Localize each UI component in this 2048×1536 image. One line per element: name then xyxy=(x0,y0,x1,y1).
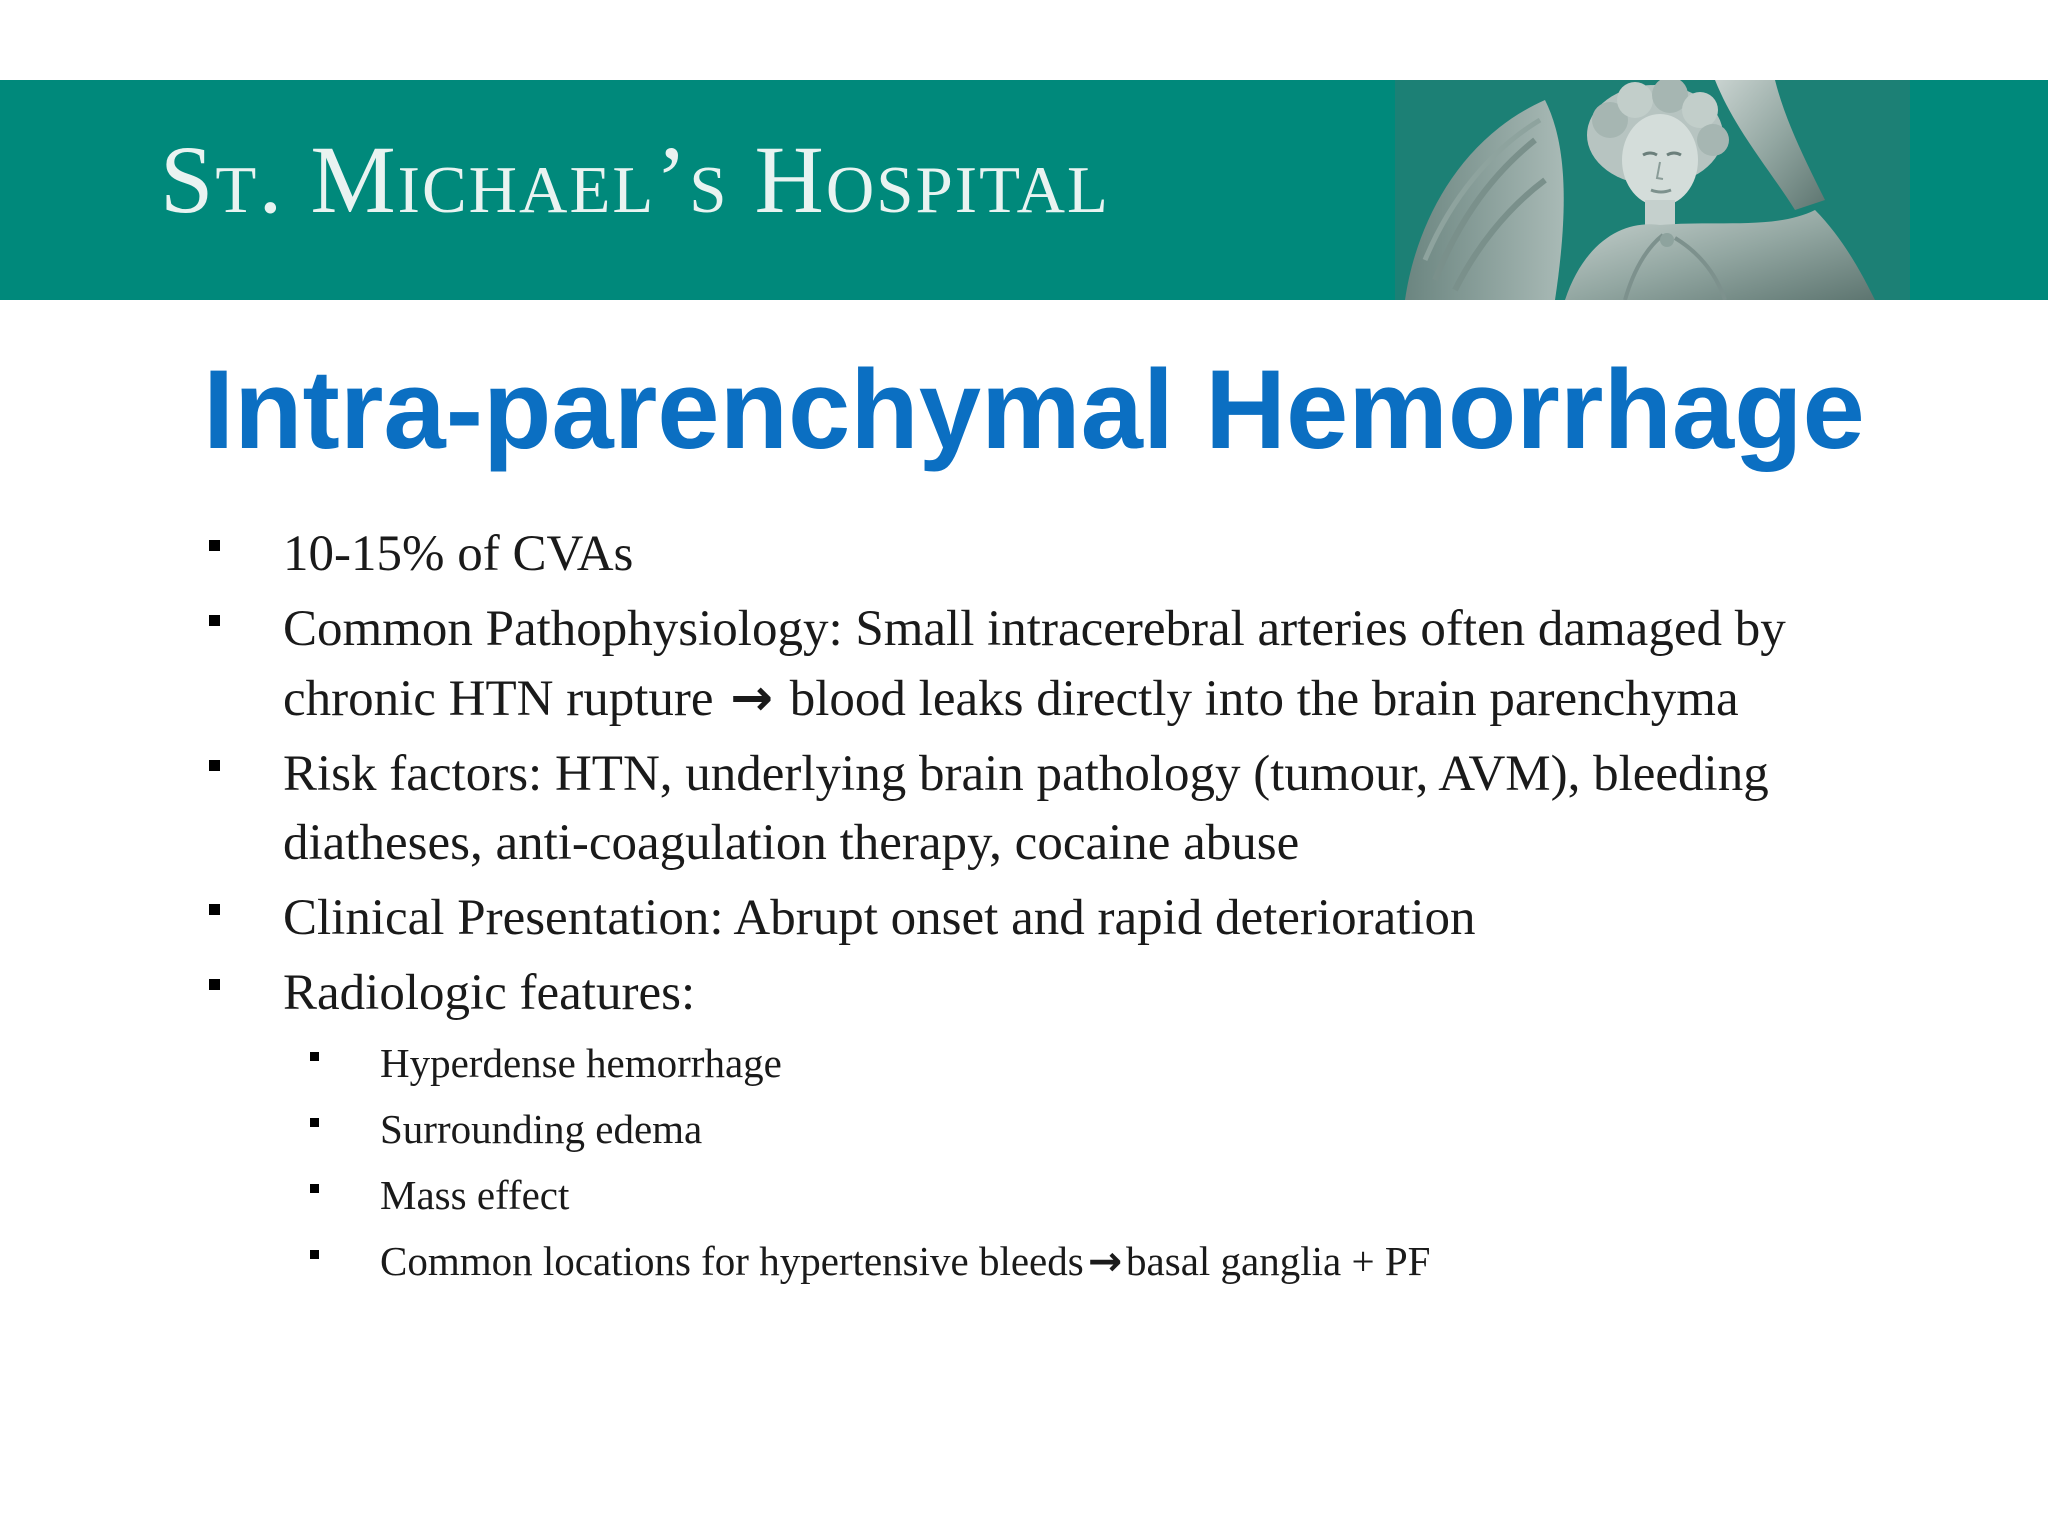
angel-statue-icon xyxy=(1395,80,1910,300)
square-bullet-icon xyxy=(209,760,220,771)
list-item xyxy=(205,595,1905,734)
sub-bullet-text-part: Common locations for hypertensive bleeds xyxy=(380,1238,1084,1284)
bullet-text: blood leaks directly into the brain parenchyma xyxy=(789,671,1739,727)
square-bullet-icon xyxy=(310,1250,319,1259)
header-banner xyxy=(0,80,2048,300)
sub-bullet-text xyxy=(297,1234,1430,1289)
right-arrow-icon: → xyxy=(730,669,773,728)
bullet-text: Clinical Presentation: Abrupt onset and rapid deterioration xyxy=(283,890,1476,946)
square-bullet-icon xyxy=(209,904,220,915)
sub-bullet-text: Mass effect xyxy=(380,1172,570,1218)
square-bullet-icon xyxy=(209,979,220,990)
sub-bullet-text: Surrounding edema xyxy=(380,1106,703,1152)
sub-bullet-list xyxy=(283,1036,1905,1289)
list-item xyxy=(205,520,1905,589)
sub-list-item xyxy=(205,1102,1905,1157)
sub-list-item xyxy=(205,1168,1905,1223)
list-item xyxy=(205,884,1905,953)
square-bullet-icon xyxy=(209,615,220,626)
square-bullet-icon xyxy=(310,1118,319,1127)
square-bullet-icon xyxy=(310,1052,319,1061)
bullet-text: Common Pathophysiology: Small intracerebral arteries often damaged by chronic HTN rupture xyxy=(283,601,1786,727)
bullet-text: Radiologic features: xyxy=(283,965,696,1021)
right-arrow-icon: → xyxy=(1087,1237,1123,1285)
sub-bullet-text-part: basal ganglia + PF xyxy=(1126,1238,1431,1284)
list-item xyxy=(205,959,1905,1289)
bullet-text: 10-15% of CVAs xyxy=(283,526,634,582)
square-bullet-icon xyxy=(310,1184,319,1193)
square-bullet-icon xyxy=(209,540,220,551)
sub-list-item xyxy=(205,1036,1905,1091)
slide-title: Intra-parenchymal Hemorrhage xyxy=(203,347,1865,472)
sub-bullet-text: Hyperdense hemorrhage xyxy=(380,1040,782,1086)
bullet-list xyxy=(205,520,1905,1300)
sub-list-item xyxy=(205,1234,1905,1289)
bullet-text: Risk factors: HTN, underlying brain pathology (tumour, AVM), bleeding diatheses, anti-coagulation therapy, cocaine abuse xyxy=(283,746,1769,871)
list-item xyxy=(205,740,1905,878)
hospital-name: St. Michael’s Hospital xyxy=(160,126,1110,233)
